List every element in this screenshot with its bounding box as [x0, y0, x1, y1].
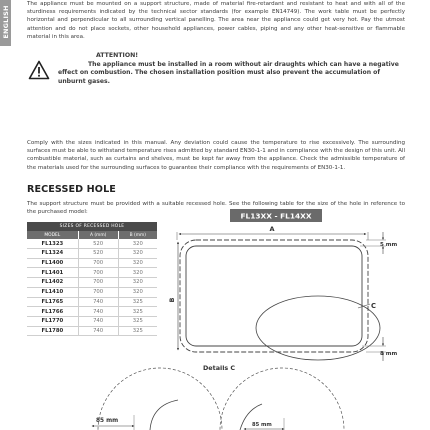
table-header-cell: MODEL — [27, 231, 78, 240]
detail-dim-label: 85 mm — [252, 422, 272, 428]
table-cell: 740 — [78, 326, 118, 336]
table-cell: 740 — [78, 307, 118, 317]
label-c: C — [371, 302, 376, 310]
table-cell: FL1323 — [41, 240, 64, 247]
table-cell: 320 — [118, 268, 157, 278]
table-header-cell: B (mm) — [118, 231, 157, 240]
attention-line: unburnt gases. — [58, 77, 110, 85]
table-caption: SIZES OF RECESSED HOLE — [27, 222, 157, 231]
table-cell: 520 — [78, 239, 118, 248]
table-cell: FL1770 — [41, 318, 64, 325]
table-cell: FL1401 — [41, 269, 64, 276]
table-cell: 700 — [78, 268, 118, 278]
table-cell: 320 — [118, 249, 157, 259]
table-cell: 320 — [118, 239, 157, 248]
table-cell: 325 — [118, 316, 157, 326]
table-cell: FL1766 — [41, 308, 64, 315]
detail-curve — [150, 400, 178, 430]
table-cell: 320 — [118, 258, 157, 268]
table-cell: 520 — [78, 249, 118, 259]
table-cell: FL1780 — [41, 327, 64, 334]
table-cell: FL1765 — [41, 298, 64, 305]
language-tab-label: ENGLISH — [2, 5, 10, 39]
table-cell: 700 — [78, 278, 118, 288]
table-cell: FL1410 — [41, 289, 64, 296]
table-cell: 740 — [78, 316, 118, 326]
table-cell: FL1400 — [41, 260, 64, 267]
table-cell: 320 — [118, 287, 157, 297]
section-heading: RECESSED HOLE — [27, 184, 116, 195]
detail-dim-label: 85 mm — [96, 418, 119, 424]
table-header-cell: A (mm) — [78, 231, 118, 240]
details-c-label: Details C — [203, 364, 236, 372]
intro-paragraph: The appliance must be mounted on a support structure, made of material fire-retardant and resistant to heat and with all of the sturdiness requirements indicated by the technical sector standards (for example EN14749). The work table must be perfectly horizontal and perpendicular to all surrounding vertical panelling. The area near the appliance could get very hot. Pay the utmost attention and do not place sockets, other household appliances, power cables, piping and any other heat-sensitive or flammable material in this area. — [27, 1, 405, 40]
table-cell: 700 — [78, 287, 118, 297]
compliance-paragraph: Comply with the sizes indicated in this manual. Any deviation could cause the temperature to rise excessively. The surrounding surfaces must be able to withstand temperature rises admitted by standard EN30-1-1 and in compliance with the design of this unit. All combustible material, such as curtains and shelves, must be kept far away from the appliance. Check the admissible temperature of the materials used for the surrounding surfaces to guarantee their compliance with the requirements of EN30-1-1. — [27, 140, 405, 171]
table-cell: 740 — [78, 297, 118, 307]
table-cell: 320 — [118, 278, 157, 288]
cutout-outline — [180, 240, 368, 352]
table-cell: 325 — [118, 297, 157, 307]
dim-label-8mm: 8 mm — [380, 351, 398, 357]
detail-c-ellipse — [256, 296, 380, 360]
table-cell: 700 — [78, 258, 118, 268]
table-cell: FL1402 — [41, 279, 64, 286]
detail-circle-right — [220, 368, 344, 430]
table-cell: 325 — [118, 307, 157, 317]
table-cell: 325 — [118, 326, 157, 336]
table-cell: FL1324 — [41, 250, 64, 257]
attention-line: effect on combustion. The chosen installation position must also prevent the accumulation of — [58, 69, 380, 77]
dim-label-5mm: 5 mm — [380, 242, 398, 248]
dim-label-b: B — [168, 297, 176, 303]
appliance-outline — [186, 246, 362, 346]
attention-line: The appliance must be installed in a room without air draughts which can have a negative — [88, 61, 399, 68]
attention-title: ATTENTION! — [96, 52, 139, 59]
diagram-title: FL13XX - FL14XX — [240, 211, 312, 221]
recessed-hole-paragraph: The support structure must be provided with a suitable recessed hole. See the following table for the size of the hole in reference to the purchased model: — [27, 201, 405, 216]
dim-label-a: A — [269, 225, 275, 233]
